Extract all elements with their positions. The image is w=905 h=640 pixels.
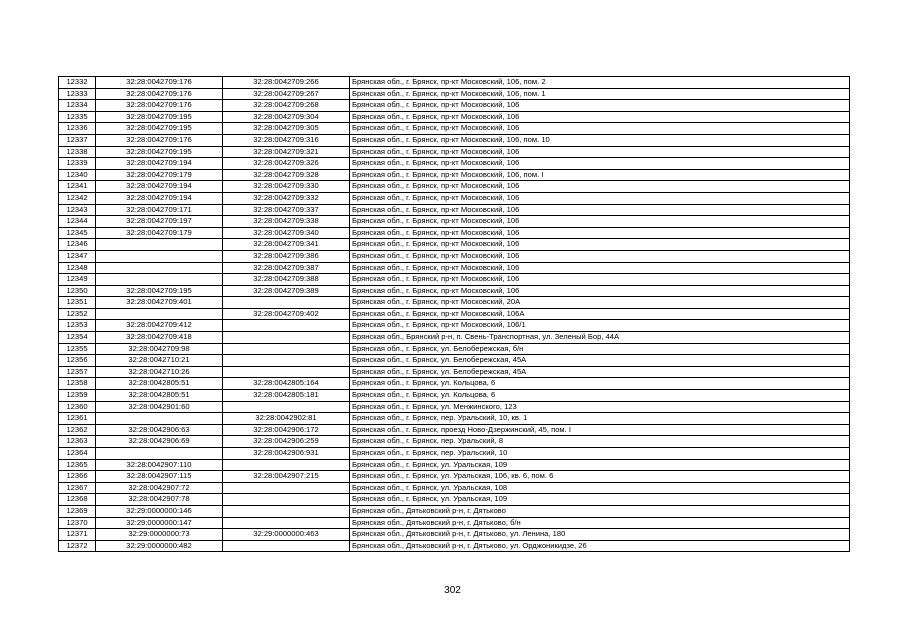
address-cell: Брянская обл., г. Брянск, ул. Белобережская, 45А xyxy=(350,366,850,378)
object-cadastral-number-cell: 32:28:0042709:326 xyxy=(223,158,350,170)
parcel-cadastral-number-cell xyxy=(96,448,223,460)
parcel-cadastral-number-cell: 32:28:0042907:115 xyxy=(96,471,223,483)
parcel-cadastral-number-cell: 32:28:0042709:176 xyxy=(96,134,223,146)
address-cell: Брянская обл., г. Брянск, пр-кт Московский, 106 xyxy=(350,192,850,204)
table-row xyxy=(59,471,850,483)
address-cell: Брянская обл., г. Брянск, пр-кт Московский, 20А xyxy=(350,297,850,309)
table-row xyxy=(59,505,850,517)
parcel-cadastral-number-cell: 32:28:0042709:401 xyxy=(96,297,223,309)
parcel-cadastral-number-cell: 32:28:0042709:179 xyxy=(96,227,223,239)
row-number-cell: 12362 xyxy=(59,424,96,436)
parcel-cadastral-number-cell: 32:28:0042709:176 xyxy=(96,100,223,112)
table-row xyxy=(59,100,850,112)
object-cadastral-number-cell xyxy=(223,494,350,506)
parcel-cadastral-number-cell: 32:28:0042709:195 xyxy=(96,285,223,297)
address-cell: Брянская обл., Дятьковский р-н, г. Дятьково, ул. Орджоникидзе, 26 xyxy=(350,540,850,552)
row-number-cell: 12367 xyxy=(59,482,96,494)
table-row xyxy=(59,227,850,239)
address-cell: Брянская обл., г. Брянск, пр-кт Московский, 106 xyxy=(350,227,850,239)
object-cadastral-number-cell xyxy=(223,297,350,309)
table-row xyxy=(59,378,850,390)
row-number-cell: 12334 xyxy=(59,100,96,112)
address-cell: Брянская обл., г. Брянск, пр-кт Московский, 106 xyxy=(350,158,850,170)
parcel-cadastral-number-cell: 32:28:0042709:194 xyxy=(96,158,223,170)
address-cell: Брянская обл., г. Брянск, пр-кт Московский, 106/1 xyxy=(350,320,850,332)
parcel-cadastral-number-cell: 32:28:0042907:110 xyxy=(96,459,223,471)
address-cell: Брянская обл., г. Брянск, пр-кт Московский, 106 xyxy=(350,111,850,123)
address-cell: Брянская обл., г. Брянск, ул. Уральская, 109 xyxy=(350,494,850,506)
object-cadastral-number-cell: 32:28:0042709:388 xyxy=(223,274,350,286)
row-number-cell: 12344 xyxy=(59,216,96,228)
address-cell: Брянская обл., г. Брянск, пр-кт Московский, 106 xyxy=(350,146,850,158)
table-row xyxy=(59,134,850,146)
object-cadastral-number-cell: 32:28:0042709:389 xyxy=(223,285,350,297)
object-cadastral-number-cell: 32:28:0042906:931 xyxy=(223,448,350,460)
row-number-cell: 12359 xyxy=(59,390,96,402)
parcel-cadastral-number-cell: 32:28:0042709:171 xyxy=(96,204,223,216)
parcel-cadastral-number-cell xyxy=(96,308,223,320)
parcel-cadastral-number-cell: 32:28:0042709:418 xyxy=(96,332,223,344)
table-row xyxy=(59,320,850,332)
address-cell: Брянская обл., г. Брянск, ул. Белобережская, б/н xyxy=(350,343,850,355)
parcel-cadastral-number-cell: 32:28:0042709:195 xyxy=(96,123,223,135)
address-cell: Брянская обл., г. Брянск, ул. Уральская, 109 xyxy=(350,459,850,471)
parcel-cadastral-number-cell: 32:28:0042901:60 xyxy=(96,401,223,413)
row-number-cell: 12350 xyxy=(59,285,96,297)
address-cell: Брянская обл., г. Брянск, пр-кт Московский, 106 xyxy=(350,250,850,262)
row-number-cell: 12332 xyxy=(59,77,96,89)
object-cadastral-number-cell: 32:28:0042709:328 xyxy=(223,169,350,181)
row-number-cell: 12348 xyxy=(59,262,96,274)
address-cell: Брянская обл., г. Брянск, ул. Уральская, 108 xyxy=(350,482,850,494)
parcel-cadastral-number-cell: 32:29:0000000:146 xyxy=(96,505,223,517)
address-cell: Брянская обл., г. Брянск, пр-кт Московский, 106 xyxy=(350,274,850,286)
row-number-cell: 12349 xyxy=(59,274,96,286)
table-row xyxy=(59,111,850,123)
table-row xyxy=(59,424,850,436)
row-number-cell: 12333 xyxy=(59,88,96,100)
address-cell: Брянская обл., г. Брянск, пер. Уральский, 8 xyxy=(350,436,850,448)
object-cadastral-number-cell: 32:28:0042709:338 xyxy=(223,216,350,228)
object-cadastral-number-cell: 32:28:0042805:181 xyxy=(223,390,350,402)
row-number-cell: 12338 xyxy=(59,146,96,158)
address-cell: Брянская обл., Брянский р-н, п. Свень-Транспортная, ул. Зеленый Бор, 44А xyxy=(350,332,850,344)
object-cadastral-number-cell: 32:28:0042907:215 xyxy=(223,471,350,483)
address-cell: Брянская обл., Дятьковский р-н, г. Дятьково, б/н xyxy=(350,517,850,529)
address-cell: Брянская обл., г. Брянск, пр-кт Московский, 106 xyxy=(350,181,850,193)
object-cadastral-number-cell: 32:28:0042805:164 xyxy=(223,378,350,390)
parcel-cadastral-number-cell xyxy=(96,262,223,274)
table-row xyxy=(59,123,850,135)
address-cell: Брянская обл., г. Брянск, пр-кт Московский, 106 xyxy=(350,239,850,251)
table-row xyxy=(59,158,850,170)
row-number-cell: 12355 xyxy=(59,343,96,355)
table-row xyxy=(59,366,850,378)
row-number-cell: 12340 xyxy=(59,169,96,181)
object-cadastral-number-cell: 32:28:0042709:316 xyxy=(223,134,350,146)
address-cell: Брянская обл., г. Брянск, ул. Белобережская, 45А xyxy=(350,355,850,367)
object-cadastral-number-cell xyxy=(223,459,350,471)
object-cadastral-number-cell: 32:28:0042709:304 xyxy=(223,111,350,123)
parcel-cadastral-number-cell: 32:28:0042906:69 xyxy=(96,436,223,448)
row-number-cell: 12339 xyxy=(59,158,96,170)
registry-table xyxy=(58,76,850,552)
row-number-cell: 12365 xyxy=(59,459,96,471)
table-row xyxy=(59,448,850,460)
table-row xyxy=(59,285,850,297)
address-cell: Брянская обл., Дятьковский р-н, г. Дятьково xyxy=(350,505,850,517)
address-cell: Брянская обл., г. Брянск, пр-кт Московский, 106, пом. 10 xyxy=(350,134,850,146)
parcel-cadastral-number-cell: 32:28:0042709:194 xyxy=(96,192,223,204)
parcel-cadastral-number-cell: 32:28:0042709:194 xyxy=(96,181,223,193)
address-cell: Брянская обл., г. Брянск, пр-кт Московский, 106 xyxy=(350,216,850,228)
parcel-cadastral-number-cell: 32:28:0042906:63 xyxy=(96,424,223,436)
table-row xyxy=(59,413,850,425)
row-number-cell: 12364 xyxy=(59,448,96,460)
object-cadastral-number-cell: 32:28:0042709:340 xyxy=(223,227,350,239)
table-row xyxy=(59,146,850,158)
object-cadastral-number-cell: 32:28:0042709:337 xyxy=(223,204,350,216)
table-row xyxy=(59,494,850,506)
table-row xyxy=(59,517,850,529)
table-row xyxy=(59,169,850,181)
row-number-cell: 12345 xyxy=(59,227,96,239)
object-cadastral-number-cell: 32:28:0042709:321 xyxy=(223,146,350,158)
page-number: 302 xyxy=(444,585,461,596)
object-cadastral-number-cell xyxy=(223,320,350,332)
object-cadastral-number-cell xyxy=(223,343,350,355)
parcel-cadastral-number-cell: 32:28:0042805:51 xyxy=(96,378,223,390)
table-row xyxy=(59,239,850,251)
table-row xyxy=(59,250,850,262)
parcel-cadastral-number-cell: 32:28:0042709:176 xyxy=(96,88,223,100)
parcel-cadastral-number-cell: 32:28:0042709:412 xyxy=(96,320,223,332)
table-row xyxy=(59,77,850,89)
address-cell: Брянская обл., г. Брянск, пер. Уральский, 10, кв. 1 xyxy=(350,413,850,425)
address-cell: Брянская обл., г. Брянск, пр-кт Московский, 106 xyxy=(350,100,850,112)
parcel-cadastral-number-cell xyxy=(96,413,223,425)
row-number-cell: 12366 xyxy=(59,471,96,483)
address-cell: Брянская обл., г. Брянск, пр-кт Московский, 106, пом. I xyxy=(350,169,850,181)
row-number-cell: 12370 xyxy=(59,517,96,529)
row-number-cell: 12342 xyxy=(59,192,96,204)
address-cell: Брянская обл., г. Брянск, пр-кт Московский, 106 xyxy=(350,262,850,274)
parcel-cadastral-number-cell: 32:28:0042805:51 xyxy=(96,390,223,402)
table-row xyxy=(59,274,850,286)
parcel-cadastral-number-cell: 32:28:0042907:72 xyxy=(96,482,223,494)
object-cadastral-number-cell: 32:28:0042709:386 xyxy=(223,250,350,262)
row-number-cell: 12335 xyxy=(59,111,96,123)
table-row xyxy=(59,390,850,402)
parcel-cadastral-number-cell: 32:29:0000000:147 xyxy=(96,517,223,529)
row-number-cell: 12346 xyxy=(59,239,96,251)
parcel-cadastral-number-cell: 32:28:0042709:176 xyxy=(96,77,223,89)
address-cell: Брянская обл., г. Брянск, пр-кт Московский, 106, пом. 1 xyxy=(350,88,850,100)
row-number-cell: 12356 xyxy=(59,355,96,367)
table-row xyxy=(59,204,850,216)
parcel-cadastral-number-cell: 32:28:0042709:98 xyxy=(96,343,223,355)
object-cadastral-number-cell: 32:28:0042709:387 xyxy=(223,262,350,274)
object-cadastral-number-cell: 32:28:0042709:305 xyxy=(223,123,350,135)
object-cadastral-number-cell xyxy=(223,355,350,367)
table-row xyxy=(59,308,850,320)
table-row xyxy=(59,332,850,344)
row-number-cell: 12341 xyxy=(59,181,96,193)
address-cell: Брянская обл., г. Брянск, пр-кт Московский, 106А xyxy=(350,308,850,320)
row-number-cell: 12337 xyxy=(59,134,96,146)
object-cadastral-number-cell: 32:28:0042709:268 xyxy=(223,100,350,112)
table-row xyxy=(59,192,850,204)
address-cell: Брянская обл., г. Брянск, пер. Уральский, 10 xyxy=(350,448,850,460)
address-cell: Брянская обл., г. Брянск, пр-кт Московский, 106 xyxy=(350,204,850,216)
row-number-cell: 12371 xyxy=(59,529,96,541)
parcel-cadastral-number-cell: 32:28:0042710:26 xyxy=(96,366,223,378)
object-cadastral-number-cell xyxy=(223,332,350,344)
row-number-cell: 12369 xyxy=(59,505,96,517)
table-row xyxy=(59,262,850,274)
row-number-cell: 12357 xyxy=(59,366,96,378)
address-cell: Брянская обл., г. Брянск, пр-кт Московский, 106 xyxy=(350,123,850,135)
address-cell: Брянская обл., г. Брянск, пр-кт Московский, 106, пом. 2 xyxy=(350,77,850,89)
parcel-cadastral-number-cell: 32:29:0000000:73 xyxy=(96,529,223,541)
table-row xyxy=(59,459,850,471)
table-row xyxy=(59,540,850,552)
row-number-cell: 12352 xyxy=(59,308,96,320)
row-number-cell: 12354 xyxy=(59,332,96,344)
object-cadastral-number-cell: 32:28:0042709:267 xyxy=(223,88,350,100)
object-cadastral-number-cell: 32:28:0042906:259 xyxy=(223,436,350,448)
table-row xyxy=(59,343,850,355)
object-cadastral-number-cell xyxy=(223,540,350,552)
row-number-cell: 12347 xyxy=(59,250,96,262)
registry-table-body xyxy=(59,77,850,552)
parcel-cadastral-number-cell: 32:29:0000000:482 xyxy=(96,540,223,552)
parcel-cadastral-number-cell: 32:28:0042709:197 xyxy=(96,216,223,228)
object-cadastral-number-cell xyxy=(223,401,350,413)
row-number-cell: 12358 xyxy=(59,378,96,390)
table-row xyxy=(59,88,850,100)
object-cadastral-number-cell: 32:28:0042709:332 xyxy=(223,192,350,204)
parcel-cadastral-number-cell xyxy=(96,239,223,251)
object-cadastral-number-cell xyxy=(223,366,350,378)
table-row xyxy=(59,216,850,228)
address-cell: Брянская обл., г. Брянск, проезд Ново-Дзержинский, 45, пом. I xyxy=(350,424,850,436)
object-cadastral-number-cell: 32:28:0042709:341 xyxy=(223,239,350,251)
parcel-cadastral-number-cell: 32:28:0042709:195 xyxy=(96,111,223,123)
table-row xyxy=(59,529,850,541)
table-row xyxy=(59,436,850,448)
object-cadastral-number-cell xyxy=(223,505,350,517)
row-number-cell: 12336 xyxy=(59,123,96,135)
row-number-cell: 12351 xyxy=(59,297,96,309)
table-row xyxy=(59,401,850,413)
parcel-cadastral-number-cell xyxy=(96,250,223,262)
address-cell: Брянская обл., Дятьковский р-н, г. Дятьково, ул. Ленина, 180 xyxy=(350,529,850,541)
object-cadastral-number-cell: 32:28:0042709:266 xyxy=(223,77,350,89)
object-cadastral-number-cell: 32:28:0042906:172 xyxy=(223,424,350,436)
row-number-cell: 12343 xyxy=(59,204,96,216)
object-cadastral-number-cell xyxy=(223,517,350,529)
row-number-cell: 12360 xyxy=(59,401,96,413)
parcel-cadastral-number-cell: 32:28:0042709:179 xyxy=(96,169,223,181)
parcel-cadastral-number-cell: 32:28:0042907:78 xyxy=(96,494,223,506)
row-number-cell: 12363 xyxy=(59,436,96,448)
row-number-cell: 12368 xyxy=(59,494,96,506)
address-cell: Брянская обл., г. Брянск, ул. Уральская, 106, кв. 6, пом. 6 xyxy=(350,471,850,483)
object-cadastral-number-cell: 32:29:0000000:463 xyxy=(223,529,350,541)
row-number-cell: 12361 xyxy=(59,413,96,425)
table-row xyxy=(59,355,850,367)
address-cell: Брянская обл., г. Брянск, ул. Кольцова, 6 xyxy=(350,390,850,402)
table-row xyxy=(59,181,850,193)
object-cadastral-number-cell xyxy=(223,482,350,494)
parcel-cadastral-number-cell xyxy=(96,274,223,286)
row-number-cell: 12353 xyxy=(59,320,96,332)
row-number-cell: 12372 xyxy=(59,540,96,552)
address-cell: Брянская обл., г. Брянск, пр-кт Московский, 106 xyxy=(350,285,850,297)
table-row xyxy=(59,297,850,309)
table-row xyxy=(59,482,850,494)
parcel-cadastral-number-cell: 32:28:0042710:21 xyxy=(96,355,223,367)
object-cadastral-number-cell: 32:28:0042709:402 xyxy=(223,308,350,320)
object-cadastral-number-cell: 32:28:0042902:81 xyxy=(223,413,350,425)
object-cadastral-number-cell: 32:28:0042709:330 xyxy=(223,181,350,193)
address-cell: Брянская обл., г. Брянск, ул. Кольцова, 6 xyxy=(350,378,850,390)
parcel-cadastral-number-cell: 32:28:0042709:195 xyxy=(96,146,223,158)
address-cell: Брянская обл., г. Брянск, ул. Менжинского, 123 xyxy=(350,401,850,413)
